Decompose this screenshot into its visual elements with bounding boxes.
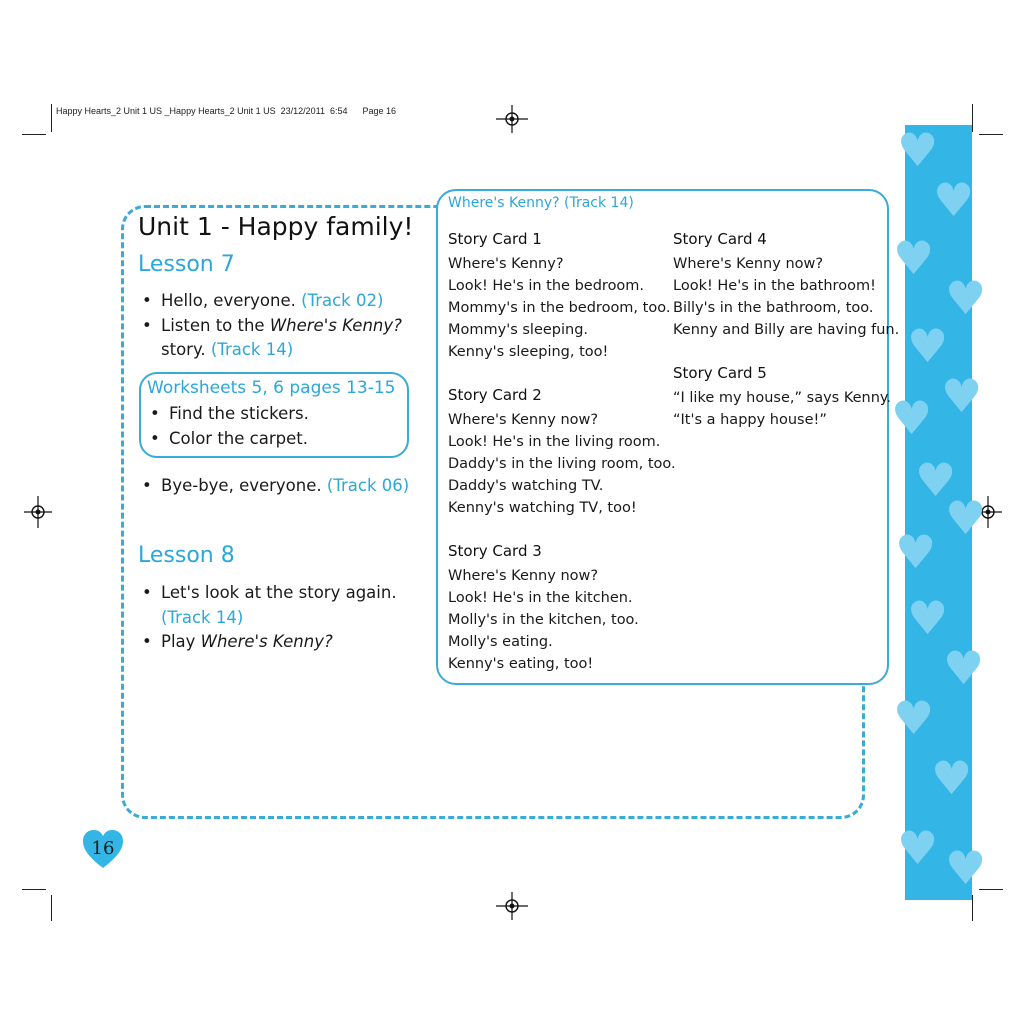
- story-line: Daddy's watching TV.: [448, 478, 604, 494]
- registration-mark-icon: [22, 496, 54, 528]
- heart-icon: ♥: [893, 231, 935, 285]
- heart-icon: ♥: [941, 369, 983, 423]
- list-item: • Play Where's Kenny?: [138, 630, 428, 655]
- list-item: • Hello, everyone. (Track 02): [138, 289, 418, 314]
- heart-icon: ♥: [943, 641, 985, 695]
- heart-icon: ♥: [931, 751, 973, 805]
- lesson-8-list: [138, 581, 428, 655]
- story-card-2: [448, 384, 676, 519]
- story-card-4: [673, 228, 899, 341]
- story-card-title: Story Card 4: [673, 230, 767, 248]
- lesson-7-list: [138, 289, 418, 363]
- list-item: • Bye-bye, everyone. (Track 06): [138, 474, 418, 499]
- story-line: Kenny's eating, too!: [448, 656, 594, 672]
- story-line: Kenny's sleeping, too!: [448, 344, 609, 360]
- story-card-1: [448, 228, 670, 363]
- heart-icon: ♥: [945, 491, 987, 545]
- list-item: • Let's look at the story again. (Track 14): [138, 581, 428, 630]
- story-line: Look! He's in the bathroom!: [673, 278, 876, 294]
- story-line: Daddy's in the living room, too.: [448, 456, 676, 472]
- story-line: Mommy's in the bedroom, too.: [448, 300, 671, 316]
- story-line: “It's a happy house!”: [673, 412, 827, 428]
- heart-icon: ♥: [945, 841, 987, 895]
- story-card-title: Story Card 5: [673, 364, 767, 382]
- story-line: Where's Kenny now?: [448, 412, 599, 428]
- crop-mark: [979, 134, 1003, 135]
- crop-mark: [972, 104, 973, 132]
- heart-icon: ♥: [907, 591, 949, 645]
- lesson-8-title: Lesson 8: [138, 543, 235, 568]
- story-line: Billy's in the bathroom, too.: [673, 300, 874, 316]
- list-item: • Color the carpet.: [146, 427, 396, 452]
- story-line: Look! He's in the bedroom.: [448, 278, 645, 294]
- heart-icon: ♥: [893, 691, 935, 745]
- crop-mark: [972, 895, 973, 921]
- heart-icon: ♥: [895, 525, 937, 579]
- lesson-7-title: Lesson 7: [138, 252, 235, 277]
- story-card-title: Story Card 1: [448, 230, 542, 248]
- heart-icon: ♥: [945, 271, 987, 325]
- registration-mark-icon: [496, 103, 528, 135]
- list-item: • Find the stickers.: [146, 402, 396, 427]
- story-line: Where's Kenny?: [448, 256, 564, 272]
- page-number: 16: [91, 838, 115, 859]
- story-line: Kenny's watching TV, too!: [448, 500, 637, 516]
- story-line: Molly's in the kitchen, too.: [448, 612, 639, 628]
- story-card-3: [448, 540, 639, 675]
- lesson-7-closing-list: [138, 474, 418, 499]
- print-slug: Happy Hearts_2 Unit 1 US _Happy Hearts_2 Unit 1 US 23/12/2011 6:54 Page 16: [56, 106, 397, 116]
- heart-icon: ♥: [891, 391, 933, 445]
- heart-icon: ♥: [897, 123, 939, 177]
- story-line: Mommy's sleeping.: [448, 322, 589, 338]
- worksheets-list: [146, 402, 396, 451]
- story-line: Molly's eating.: [448, 634, 553, 650]
- crop-mark: [51, 895, 52, 921]
- story-card-title: Story Card 2: [448, 386, 542, 404]
- story-line: Where's Kenny now?: [448, 568, 599, 584]
- unit-title: Unit 1 - Happy family!: [138, 212, 414, 241]
- story-line: Where's Kenny now?: [673, 256, 824, 272]
- registration-mark-icon: [496, 890, 528, 922]
- story-card-title: Story Card 3: [448, 542, 542, 560]
- story-heading: Where's Kenny? (Track 14): [448, 195, 634, 211]
- story-line: “I like my house,” says Kenny.: [673, 390, 892, 406]
- crop-mark: [22, 889, 46, 890]
- story-card-5: [673, 362, 891, 431]
- list-item: • Listen to the Where's Kenny? story. (Track 14): [138, 314, 418, 363]
- heart-icon: ♥: [933, 173, 975, 227]
- crop-mark: [51, 104, 52, 132]
- story-line: Look! He's in the living room.: [448, 434, 661, 450]
- crop-mark: [22, 134, 46, 135]
- decorative-heart-strip: [891, 123, 987, 900]
- story-line: Kenny and Billy are having fun.: [673, 322, 900, 338]
- story-line: Look! He's in the kitchen.: [448, 590, 633, 606]
- heart-icon: ♥: [915, 453, 957, 507]
- heart-icon: ♥: [897, 821, 939, 875]
- worksheets-title: Worksheets 5, 6 pages 13-15: [147, 378, 396, 398]
- heart-icon: ♥: [907, 319, 949, 373]
